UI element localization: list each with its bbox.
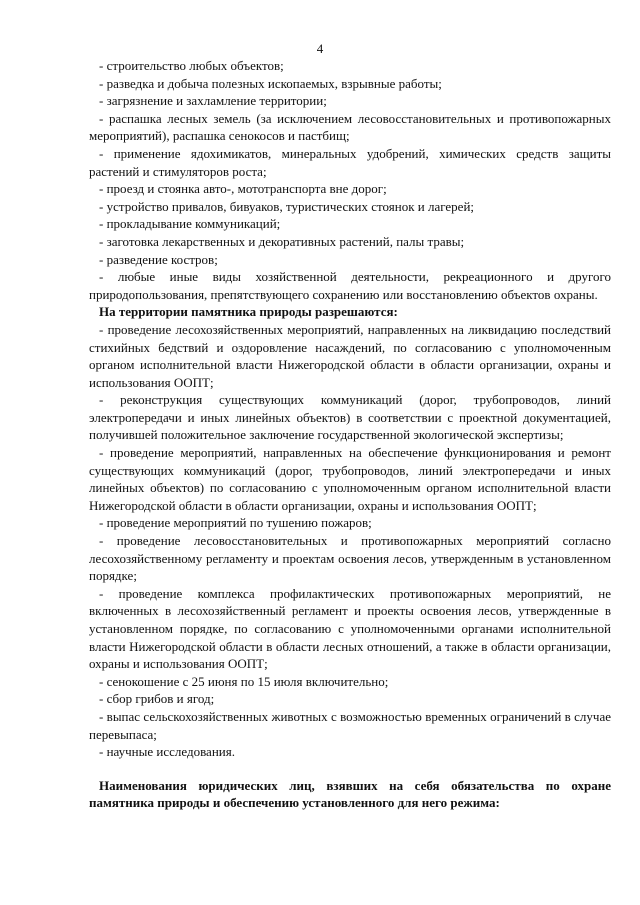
prohibited-item: - разведка и добыча полезных ископаемых, взрывные работы;: [99, 75, 442, 91]
document-body: [89, 57, 611, 812]
prohibited-list: [89, 57, 611, 303]
prohibited-item: - разведение костров;: [99, 251, 218, 267]
prohibited-item: - заготовка лекарственных и декоративных растений, палы травы;: [99, 233, 465, 249]
spacer: [89, 761, 611, 777]
prohibited-item: - строительство любых объектов;: [99, 58, 284, 73]
prohibited-item: - применение ядохимикатов, минеральных удобрений, химических средств защиты растений и стимуляторов роста;: [89, 145, 611, 179]
prohibited-item: - проезд и стоянка авто-, мототранспорта вне дорог;: [99, 181, 387, 197]
prohibited-item: - прокладывание коммуникаций;: [99, 216, 281, 232]
allowed-item: - выпас сельскохозяйственных животных с возможностью временных ограничений в случае перевыпаса;: [89, 708, 611, 742]
allowed-list: [89, 321, 611, 761]
prohibited-item: - любые иные виды хозяйственной деятельности, рекреационного и другого природопользования, препятствующего сохранению или восстановлению объектов охраны.: [89, 269, 611, 302]
allowed-item: - реконструкция существующих коммуникаций (дорог, трубопроводов, линий электропередачи и иных линейных объектов) в соответствии с проектной документацией, получившей положительное заключение государственной экологической экспертизы;: [89, 392, 611, 443]
allowed-item: - проведение комплекса профилактических противопожарных мероприятий, не включенных в лесохозяйственный регламент и проекты освоения лесов, утвержденные в установленном порядке, по согласованию с уполномоченными органами исполнительной власти Нижегородской области в области лесных отношений, а также в области организации, охраны и использования ООПТ;: [89, 585, 611, 672]
responsible-entities-heading: Наименования юридических лиц, взявших на себя обязательства по охране памятника природы и обеспечению установленного для него режима:: [89, 777, 611, 811]
page-number: 4: [316, 41, 324, 56]
allowed-item: - сбор грибов и ягод;: [99, 691, 215, 707]
prohibited-item: - устройство привалов, бивуаков, туристических стоянок и лагерей;: [99, 198, 475, 214]
prohibited-item: - распашка лесных земель (за исключением лесовосстановительных и противопожарных мероприятий), распашка сенокосов и пастбищ;: [89, 110, 611, 144]
allowed-item: - научные исследования.: [99, 744, 235, 760]
allowed-item: - проведение мероприятий по тушению пожаров;: [99, 515, 372, 531]
allowed-item: - проведение лесовосстановительных и противопожарных мероприятий согласно лесохозяйственному регламенту и проектам освоения лесов, утвержденным в установленном порядке;: [89, 533, 611, 584]
allowed-item: - проведение мероприятий, направленных на обеспечение функционирования и ремонт существующих коммуникаций (дорог, трубопроводов, линий электропередачи и иных линейных объектов) по согласованию с уполномоченным органом исполнительной власти Нижегородской области в области организации, охраны и использования ООПТ;: [89, 445, 611, 513]
allowed-item: - проведение лесохозяйственных мероприятий, направленных на ликвидацию последствий стихийных бедствий и оздоровление насаждений, по согласованию с уполномоченным органом исполнительной власти Нижегородской области в области организации, охраны и использования ООПТ;: [89, 321, 611, 390]
allowed-heading: На территории памятника природы разрешаются:: [99, 304, 398, 320]
allowed-item: - сенокошение с 25 июня по 15 июля включительно;: [99, 673, 389, 689]
prohibited-item: - загрязнение и захламление территории;: [99, 93, 327, 109]
